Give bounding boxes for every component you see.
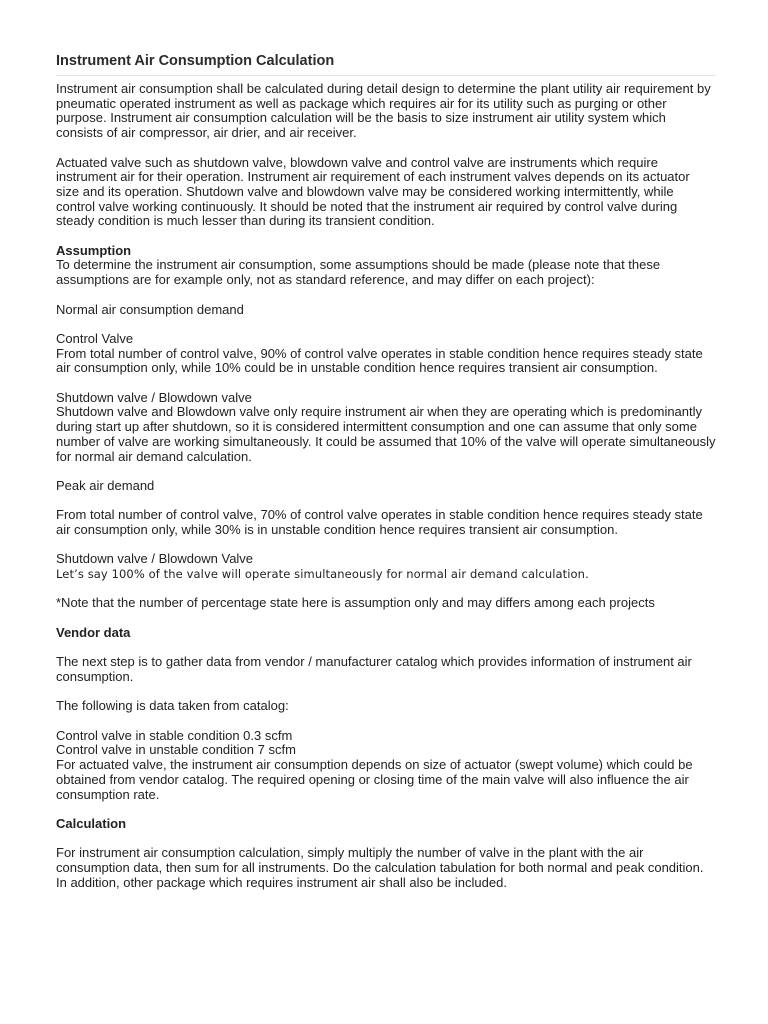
- page-title: Instrument Air Consumption Calculation: [56, 52, 716, 76]
- normal-control-valve-section: [56, 332, 716, 376]
- vendor-data-heading: Vendor data: [56, 624, 131, 640]
- intro-paragraph: Instrument air consumption shall be calculated during detail design to determine the plant utility air requirement by pneumatic operated instrument as well as package which requires air for its utility such as purging or other purpose. Instrument air consumption calculation will be the basis to size instrument air utility system which consists of air compressor, air drier, and air receiver.: [56, 81, 711, 141]
- assumption-text: To determine the instrument air consumption, some assumptions should be made (please note that these assumptions are for example only, not as standard reference, and may differ on each project):: [56, 257, 661, 288]
- normal-demand-heading: Normal air consumption demand: [56, 301, 244, 317]
- calculation-text: For instrument air consumption calculation, simply multiply the number of valve in the plant with the air consumption data, then sum for all instruments. Do the calculation tabulation for both normal and peak condition. In addition, other package which requires instrument air shall also be included.: [56, 845, 704, 890]
- catalog-intro: The following is data taken from catalog:: [56, 698, 289, 714]
- normal-control-valve-title: Control Valve: [56, 330, 134, 346]
- catalog-actuated-text: For actuated valve, the instrument air consumption depends on size of actuator (swept volume) which could be obtained from vendor catalog. The required opening or closing time of the main valve will also influence the air consumption rate.: [56, 757, 693, 802]
- peak-shutdown-valve-text: Let’s say 100% of the valve will operate simultaneously for normal air demand calculation.: [56, 567, 589, 582]
- normal-shutdown-valve-text: Shutdown valve and Blowdown valve only require instrument air when they are operating which is predominantly during start up after shutdown, so it is considered intermittent consumption and one can assume that only some number of valve are working simultaneously. It could be assumed that 10% of the valve will operate simultaneously for normal air demand calculation.: [56, 404, 716, 464]
- vendor-data-text: The next step is to gather data from vendor / manufacturer catalog which provides information of instrument air consumption.: [56, 654, 692, 684]
- calculation-heading: Calculation: [56, 815, 127, 831]
- catalog-unstable-line: Control valve in unstable condition 7 scfm: [56, 742, 296, 758]
- peak-shutdown-valve-section: [56, 552, 716, 581]
- catalog-stable-line: Control valve in stable condition 0.3 scfm: [56, 727, 293, 743]
- document-page: [56, 52, 716, 905]
- document-body: [56, 82, 716, 890]
- actuated-valve-paragraph: Actuated valve such as shutdown valve, blowdown valve and control valve are instruments which require instrument air for their operation. Instrument air requirement of each instrument valves depends on its actuator size and its operation. Shutdown valve and blowdown valve may be considered working intermittently, while control valve working continuously. It should be noted that the instrument air required by control valve during steady condition is much lesser than during its transient condition.: [56, 154, 690, 229]
- peak-demand-heading: Peak air demand: [56, 477, 155, 493]
- assumption-section: [56, 244, 716, 288]
- assumption-heading: Assumption: [56, 242, 132, 258]
- normal-shutdown-valve-title: Shutdown valve / Blowdown valve: [56, 389, 252, 405]
- catalog-data-section: [56, 729, 716, 803]
- assumption-note: *Note that the number of percentage state here is assumption only and may differs among each projects: [56, 595, 655, 611]
- normal-control-valve-text: From total number of control valve, 90% of control valve operates in stable condition hence requires steady state air consumption only, while 10% could be in unstable condition hence requires transient air consumption.: [56, 345, 703, 376]
- peak-control-valve-text: From total number of control valve, 70% of control valve operates in stable condition hence requires steady state air consumption only, while 30% is in unstable condition hence requires transient air consumption.: [56, 507, 703, 537]
- peak-shutdown-valve-title: Shutdown valve / Blowdown Valve: [56, 551, 254, 567]
- normal-shutdown-valve-section: [56, 391, 716, 465]
